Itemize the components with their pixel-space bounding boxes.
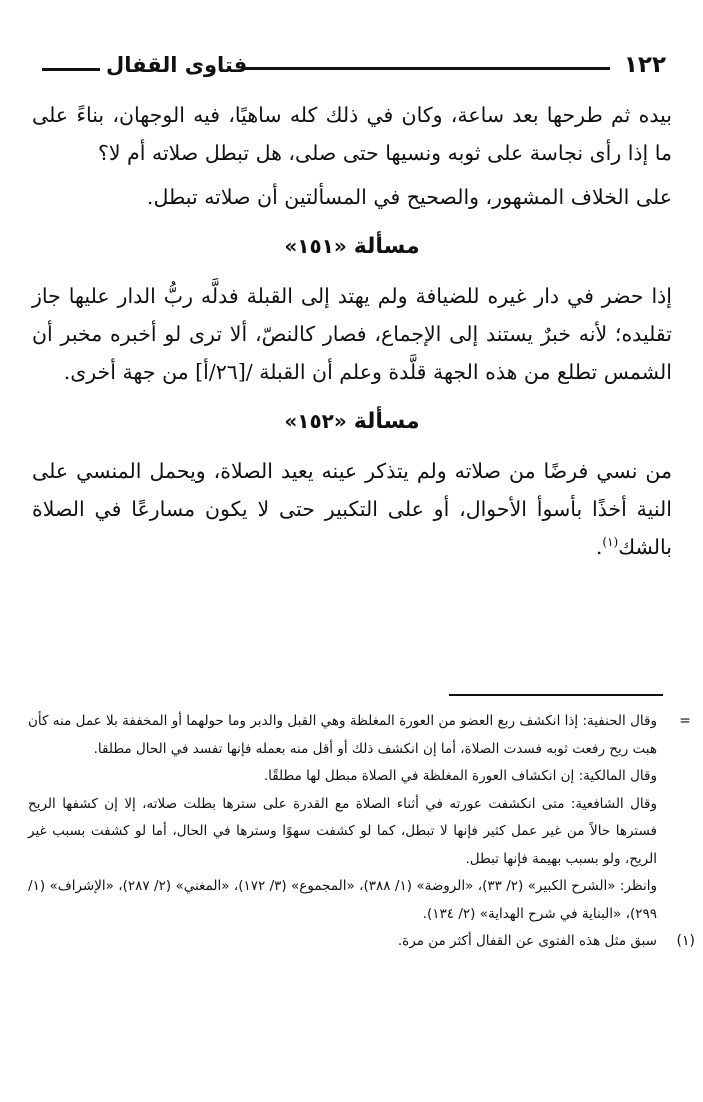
footnotes: [28, 708, 695, 956]
footnote-separator: [449, 694, 663, 696]
paragraph-continuation: بيده ثم طرحها بعد ساعة، وكان في ذلك كله ساهيًا، فيه الوجهان، بناءً على ما إذا رأى نجاسة على ثوبه ونسيها حتى صلى، هل تبطل صلاته أم لا؟: [32, 103, 672, 165]
page-header: [32, 44, 672, 84]
paragraph-issue-152: من نسي فرضًا من صلاته ولم يتذكر عينه يعيد الصلاة، ويحمل المنسي على النية أخذًا بأسوأ الأحوال، أو على التكبير حتى لا يكون مسارعًا في الصلاة بالشك$^{(١)}$.: [32, 459, 672, 559]
footnote-number: (١): [676, 933, 695, 949]
issue-word: مسألة: [353, 409, 420, 434]
footnote-reference[interactable]: (١): [602, 535, 619, 550]
footnote-1-text: سبق مثل هذه الفتوى عن القفال أكثر من مرة.: [397, 933, 657, 949]
footnote-1: [28, 928, 695, 956]
page-number: ١٢٢: [623, 52, 666, 78]
footnote-maliki: وقال المالكية: إن انكشاف العورة المغلظة في الصلاة مبطل لها مطلقًا.: [263, 768, 657, 784]
paragraph-issue-151: إذا حضر في دار غيره للضيافة ولم يهتد إلى القبلة فدلَّه ربُّ الدار عليها جاز تقليده؛ لأنه خبرٌ يستند إلى الإجماع، فصار كالنصّ، ألا ترى لو أخبره مخبر أن الشمس تطلع من هذه الجهة قلَّدة وعلم أن القبلة /[٢٦/أ] من جهة أخرى.: [32, 284, 672, 384]
footnote-shafii: وقال الشافعية: متى انكشفت عورته في أثناء الصلاة مع القدرة على سترها بطلت صلاته، إلا إن كشفها الريح فسترها حالاً من غير عمل كثير فإنها لا تبطل، كما لو كشفت سهوًا وسترها في الحال، أما لو كشفت بسبب غير الريح، ولو بسبب بهيمة فإنها تبطل.: [28, 795, 657, 867]
issue-heading-151: [32, 228, 672, 265]
footnote-references: وانظر: «الشرح الكبير» (٢/ ٣٣)، «الروضة» (١/ ٣٨٨)، «المجموع» (٣/ ١٧٢)، «المغني» (٢/ ٢٨٧)، «الإشراف» (١/ ٢٩٩)، «البناية في شرح الهداية» (٢/ ١٣٤).: [28, 878, 657, 922]
continuation-marker: =: [679, 713, 691, 729]
issue-heading-152: [32, 403, 672, 440]
issue-word: مسألة: [353, 234, 420, 259]
footnote-hanafi: وقال الحنفية: إذا انكشف ربع العضو من العورة المغلظة وهي القبل والدبر وما حولهما أو المخففة بلا عمل منه كأن هبت ريح رفعت ثوبه فسدت الصلاة، أما إن انكشف ذلك أو أقل منه بعمله فإنها تفسد في الحال مطلقا.: [28, 713, 657, 757]
issue-number: «١٥١»: [284, 234, 347, 258]
paragraph-ruling: على الخلاف المشهور، والصحيح في المسألتين أن صلاته تبطل.: [146, 185, 672, 209]
issue-number: «١٥٢»: [284, 409, 347, 433]
running-title: فتاوى القفال: [42, 50, 247, 80]
paragraph-issue-152-text: من نسي فرضًا من صلاته ولم يتذكر عينه يعيد الصلاة، ويحمل المنسي على النية أخذًا بأسوأ الأحوال، أو على التكبير حتى لا يكون مسارعًا في الصلاة بالشك: [32, 459, 672, 559]
header-rule: [242, 67, 610, 70]
book-page: [32, 44, 672, 570]
footnote-continuation: [28, 708, 691, 763]
